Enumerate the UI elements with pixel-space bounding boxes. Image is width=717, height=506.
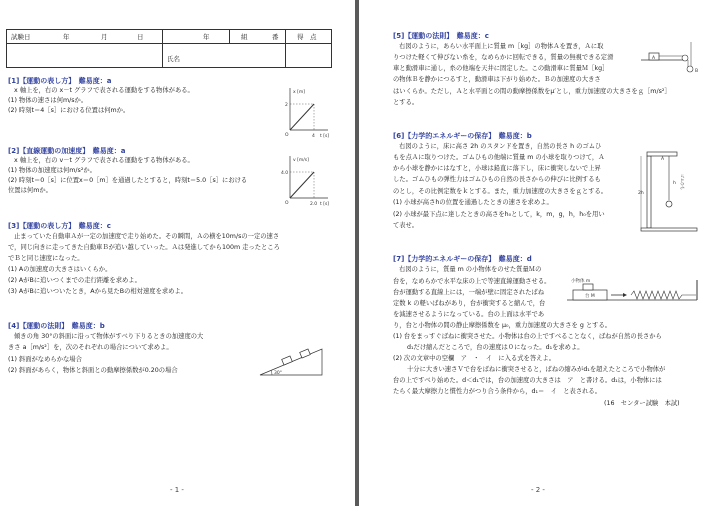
s6-line: て表せ。 (393, 222, 418, 229)
s7-line: 台が運動する直線上には，一端が壁に固定されたばね (393, 289, 545, 296)
s4-line: (2) 斜面があらく，物体と斜面との動摩擦係数が0.20の場合 (8, 367, 178, 374)
score-label: 得 点 (297, 33, 317, 41)
s5-line: の物体Ｂを静かにつるすと，動滑車は下がり始めた。Ｂの加速度の大きさ (393, 76, 601, 83)
s2-line: x 軸上を，右の v－t グラフで表される運動をする物体がある。 (14, 157, 194, 164)
grade-label: 年 (203, 33, 210, 41)
s3-title: [3]【運動の表し方】 難易度：c (8, 222, 111, 230)
source-citation: (16 センター試験 本試) (604, 400, 680, 407)
xt-graph-figure (280, 86, 332, 139)
header-table (6, 29, 332, 68)
s2-title: [2]【直線運動の加速度】 難易度：a (8, 147, 126, 155)
s3-line: でＢと同じ速度になった。 (8, 255, 84, 262)
xt-origin: O (285, 133, 289, 138)
s2-line: (2) 時刻t＝0［s］に位置x＝0［m］を通過したとすると，時刻t＝5.0［s］における (8, 177, 248, 184)
vt-xlabel: t [s] (320, 202, 330, 207)
s3-line: (1) Aの加速度の大きさはいくらか。 (8, 266, 112, 273)
s7-title: [7]【力学的エネルギーの保存】 難易度：d (393, 255, 532, 263)
s2-line: 位置は何mか。 (8, 187, 52, 194)
s5-line: はいくらか。ただし，Ａと水平面との間の動摩擦係数をμ′とし，重力加速度の大きさをｇ［m/s²］ (393, 88, 671, 95)
stand-point-a: A (661, 157, 665, 162)
name-label: 氏名 (167, 55, 180, 63)
s7-line: 台の上ですべり始めた。d＜d₁では，台の加速度の大きさは ア と書ける。d₁は，小物体には (393, 377, 662, 384)
month-label: 月 (101, 33, 108, 41)
s5-line: とする。 (393, 99, 419, 106)
page-number-1: - 1 - (170, 486, 184, 494)
s1-line: x 軸上を，右の x－t グラフで表される運動をする物体がある。 (14, 87, 194, 94)
number-label: 番 (272, 33, 279, 41)
s7-line: 十分に大きい速さＶで台をばねに衝突させると，ばねの縮みがd₁を超えたところで小物体が (407, 366, 666, 373)
xt-xtick: 4 (312, 134, 315, 139)
vt-origin: O (285, 201, 289, 206)
vt-graph-figure (280, 154, 332, 207)
s5-line: 右図のように，あらい水平面上に質量 m［kg］の物体Ａを置き，Ａに取 (399, 43, 604, 50)
page-1 (0, 0, 355, 506)
s7-line: (1) 台をまっすぐばねに衝突させた。小物体は台の上ですべることなく，ばねが自然の長さから (393, 333, 662, 340)
date-label: 試験日 (11, 33, 31, 41)
vt-ytick: 4.0 (281, 171, 289, 176)
s6-title: [6]【力学的エネルギーの保存】 難易度：b (393, 132, 532, 140)
incline-figure (258, 345, 326, 379)
cart-label: 台 M (585, 294, 595, 299)
pulley-figure (641, 42, 701, 78)
s4-title: [4]【運動の法則】 難易度：b (8, 322, 105, 330)
rubber-cord-label: ゴムひも (680, 174, 685, 190)
s3-line: (2) AがBに追いつくまでの走行距離を求めよ。 (8, 277, 141, 284)
s6-line: 右図のように，床に高さ 2h のスタンドを置き，自然の長さ h のゴムひ (399, 143, 602, 150)
s7-line: d₁だけ縮んだところで，台の速度は０になった。d₁を求めよ。 (407, 344, 584, 351)
xt-xlabel: t [s] (320, 134, 330, 139)
s7-line: 定数 k の軽いばねがあり，台が衝突すると縮んで，台 (393, 300, 546, 307)
page-number-2: - 2 - (531, 486, 545, 494)
s4-line: きさ a［m/s²］を，次のそれぞれの場合について求めよ。 (8, 344, 173, 351)
day-label: 日 (137, 33, 144, 41)
s6-line: もを点Ａに取りつけた。ゴムひもの他端に質量 m の小球を取りつけて，Ａ (393, 154, 605, 161)
s4-line: (1) 斜面がなめらかな場合 (8, 356, 82, 363)
vt-xtick: 2.0 (310, 202, 318, 207)
xt-ytick: 2 (285, 103, 288, 108)
class-label: 組 (241, 33, 248, 41)
s5-line: 車と動滑車に通し，糸の他端を天井に固定した。この動滑車に質量Ｍ［kg］ (393, 65, 609, 72)
s6-line: (1) 小球が高さhの位置を通過したときの速さを求めよ。 (393, 199, 553, 206)
s2-line: (1) 物体の加速度は何m/s²か。 (8, 167, 96, 174)
s7-line: たらく最大摩擦力と慣性力がつり合う条件から，d₁＝ イ と表される。 (393, 388, 602, 395)
s7-line: り，台と小物体の間の静止摩擦係数を μ₀，重力加速度の大きさを g とする。 (393, 322, 612, 329)
s1-line: (2) 時刻t＝4［s］における位置は何mか。 (8, 107, 130, 114)
s3-line: (3) AがBに追いついたとき，Aから見たBの相対速度を求めよ。 (8, 288, 188, 295)
s6-line: (2) 小球が最下点に達したときの高さをh₀として，k，m，g，h，h₀を用い (393, 211, 605, 218)
s3-line: 止まっていた自動車Ａが一定の加速度で走り始めた。その瞬間，Ａの横を10m/sの一定の速さ (14, 233, 280, 240)
vt-ylabel: v [m/s] (293, 158, 309, 163)
s3-line: で，同じ向きに走ってきた自動車Ｂが追い越していった。Ａは発進してから100m 走ったところ (8, 244, 280, 251)
xt-ylabel: x [m] (293, 90, 305, 95)
pulley-block-b: B (695, 69, 699, 74)
stand-figure (638, 148, 701, 232)
s4-line: 傾きの角 30°の斜面に沿って物体がすべり下りるときの加速度の大 (14, 333, 204, 340)
s6-line: した。ゴムひもの弾性力はゴムひもの自然の長さからの伸びに比例するも (393, 176, 601, 183)
stand-h-label: h (673, 181, 676, 186)
s5-line: りつけた軽くて伸びない糸を，なめらかに回転できる，質量の無視できる定滑 (393, 54, 614, 61)
s7-line: を減速させるようになっている。台の上面は水平であ (393, 311, 545, 318)
small-object-label: 小物体 m (571, 279, 591, 284)
s6-line: から小球を静かにはなすと，小球は鉛直に落下し，床に衝突しないで上昇 (393, 165, 601, 172)
page-2 (359, 0, 717, 506)
stand-height-2h: 2h (638, 191, 644, 196)
s7-line: (2) 次の文章中の空欄 ア ・ イ に入る式を答えよ。 (393, 355, 556, 362)
year-label: 年 (63, 33, 70, 41)
pulley-block-a: A (652, 56, 656, 61)
s7-line: 台を，なめらかで水平な床の上で等速直線運動させる。 (393, 278, 551, 285)
s5-title: [5]【運動の法則】 難易度：c (393, 32, 489, 40)
s1-title: [1]【運動の表し方】 難易度：a (8, 77, 112, 85)
incline-angle: 30° (274, 371, 282, 376)
s1-line: (1) 物体の速さは何m/sか。 (8, 97, 88, 104)
spring-cart-figure (567, 276, 701, 306)
s6-line: のとし，その比例定数をｋとする。また，重力加速度の大きさをｇとする。 (393, 188, 608, 195)
s7-line: 右図のように，質量 m の小物体をのせた質量Ｍの (399, 266, 542, 273)
